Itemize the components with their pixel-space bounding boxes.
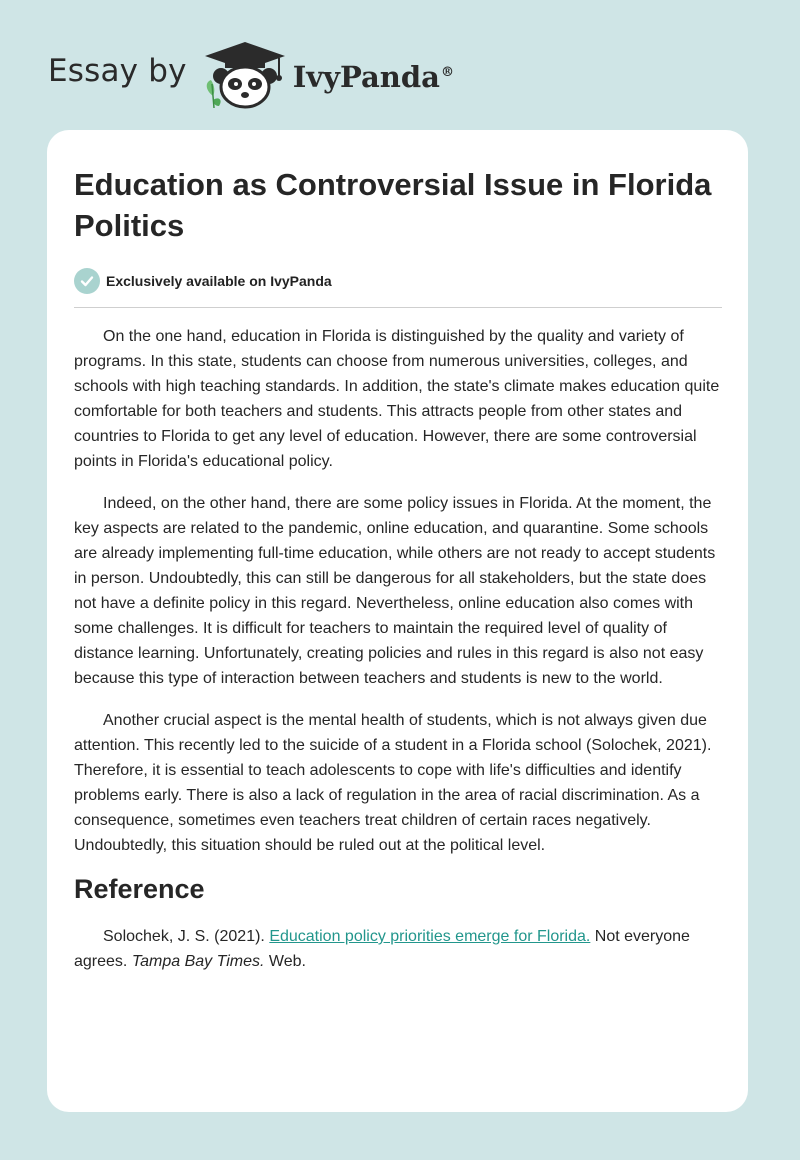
reference-note: Not everyone agrees. [74, 928, 690, 970]
reference-link[interactable]: Education policy priorities emerge for Florida. [269, 928, 591, 945]
check-icon [74, 268, 100, 294]
essay-paragraph-2: Indeed, on the other hand, there are some policy issues in Florida. At the moment, the key aspects are related to the pandemic, online education, and quarantine. Some schools are already implementing full-time education, while others are not ready to accept students in person. Undoubtedly, this can still be dangerous for all stakeholders, but the state does not have a definite policy in this regard. Nevertheless, online education also comes with some challenges. It is difficult for teachers to maintain the required level of quality of distance learning. Unfortunately, creating policies and rules in this regard is also not easy because this type of interaction between teachers and students is new to the world. [74, 495, 716, 687]
essay-paragraph-1: On the one hand, education in Florida is distinguished by the quality and variety of programs. In this state, students can choose from numerous universities, colleges, and schools with high teaching standards. In addition, the state's climate makes education quite comfortable for both teachers and students. This attracts people from other states and countries to Florida to get any level of education. However, there are some controversial points in Florida's educational policy. [74, 328, 720, 470]
brand-prefix: Essay by [48, 53, 187, 89]
divider [74, 307, 722, 308]
reference-author: Solochek, J. S. (2021). [103, 928, 270, 945]
brand-name[interactable]: IvyPanda® [292, 60, 454, 94]
exclusive-badge [74, 268, 722, 294]
site-header [48, 40, 454, 110]
registered-mark: ® [440, 65, 454, 81]
essay-paragraph-3: Another crucial aspect is the mental health of students, which is not always given due attention. This recently led to the suicide of a student in a Florida school (Solochek, 2021). Therefore, it is essential to teach adolescents to cope with life's difficulties and identify problems early. There is also a lack of regulation in the area of racial discrimination. As a consequence, sometimes even teachers treat children of certain races negatively. Undoubtedly, this situation should be ruled out at the political level. [74, 712, 712, 854]
page-title: Education as Controversial Issue in Florida Politics [74, 167, 712, 243]
essay-card [47, 130, 748, 1112]
panda-logo-icon[interactable] [199, 40, 291, 110]
reference-heading: Reference [74, 874, 205, 904]
reference-entry [74, 924, 722, 974]
exclusive-text: Exclusively available on IvyPanda [106, 273, 332, 289]
reference-tail: Web. [264, 953, 306, 970]
reference-source: Tampa Bay Times. [131, 953, 265, 970]
